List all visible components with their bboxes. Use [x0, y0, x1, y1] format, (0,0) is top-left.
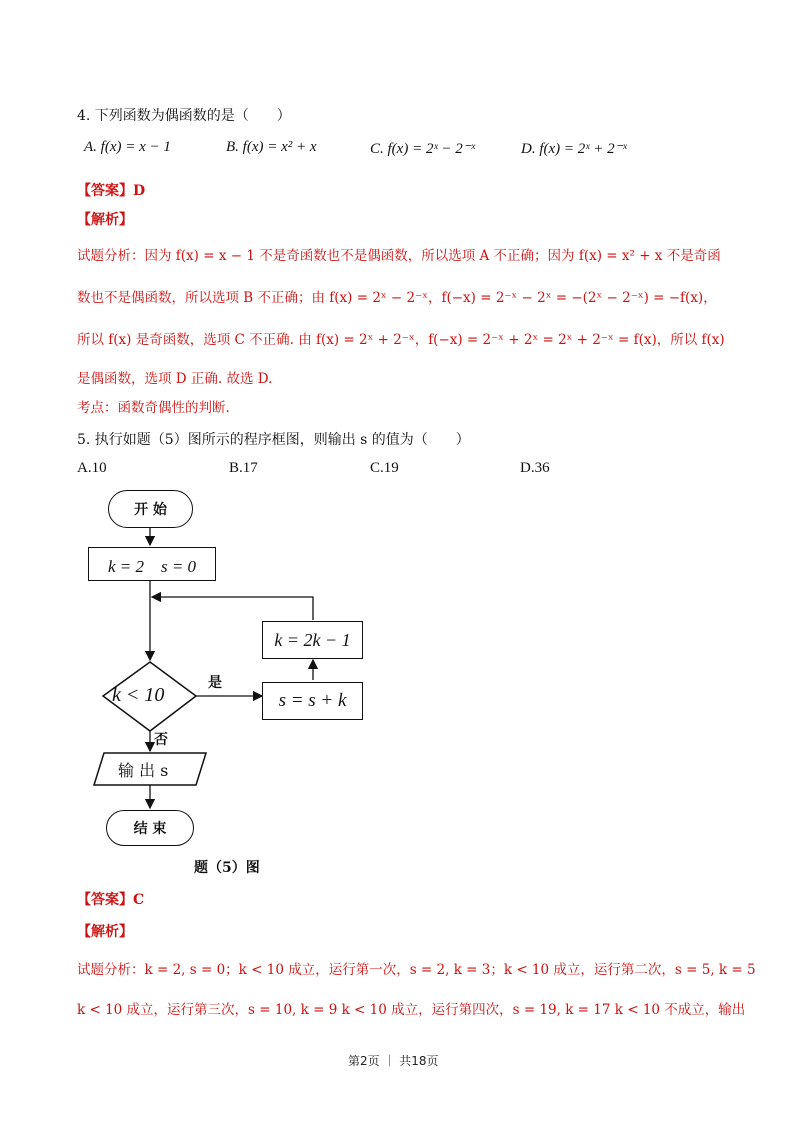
q5-answer: 【答案】C: [77, 892, 145, 908]
flowchart-output-text: 输 出 s: [118, 761, 169, 780]
q4-option-c: C. f(x) = 2ˣ − 2⁻ˣ: [370, 141, 475, 157]
q4-analysis-line-1: 试题分析：因为 f(x) = x − 1 不是奇函数也不是偶函数，所以选项 A 不正确；因为 f(x) = x² + x 不是奇函: [77, 248, 721, 264]
q4-answer: 【答案】D: [77, 183, 146, 199]
flowchart-no-label: 否: [154, 732, 168, 748]
flowchart-yes-label: 是: [208, 675, 222, 691]
q5-analysis-heading: 【解析】: [77, 924, 133, 940]
q5-analysis-line-1: 试题分析：k = 2, s = 0；k < 10 成立，运行第一次，s = 2, k = 3；k < 10 成立，运行第二次，s = 5, k = 5: [77, 962, 756, 978]
q4-option-d: D. f(x) = 2ˣ + 2⁻ˣ: [521, 141, 627, 157]
flowchart-condition-text: k < 10: [112, 684, 165, 706]
q5-option-d: D.36: [520, 460, 550, 476]
q4-analysis-line-3: 所以 f(x) 是奇函数，选项 C 不正确. 由 f(x) = 2ˣ + 2⁻ˣ，f(−x) = 2⁻ˣ + 2ˣ = 2ˣ + 2⁻ˣ = f(x)，所以 f(x): [77, 332, 725, 348]
flowchart-init: k = 2 s = 0: [88, 547, 216, 581]
q4-option-a: A. f(x) = x − 1: [84, 139, 171, 155]
q4-analysis-line-2: 数也不是偶函数，所以选项 B 不正确；由 f(x) = 2ˣ − 2⁻ˣ，f(−x) = 2⁻ˣ − 2ˣ = −(2ˣ − 2⁻ˣ) = −f(x)，: [77, 290, 717, 306]
flowchart-start: 开 始: [108, 490, 193, 528]
page-footer: 第2页 ｜ 共18页: [348, 1054, 439, 1068]
flowchart-update-k: k = 2k − 1: [262, 621, 363, 659]
q5-analysis-line-2: k < 10 成立，运行第三次，s = 10, k = 9 k < 10 成立，运行第四次，s = 19, k = 17 k < 10 不成立，输出: [77, 1002, 746, 1018]
q5-option-a: A.10: [77, 460, 107, 476]
q5-option-b: B.17: [229, 460, 258, 476]
q4-analysis-heading: 【解析】: [77, 212, 133, 228]
q4-stem: 4. 下列函数为偶函数的是（ ）: [77, 108, 291, 124]
flowchart-end: 结 束: [106, 810, 194, 846]
q4-analysis-line-4: 是偶函数，选项 D 正确. 故选 D.: [77, 371, 273, 387]
q5-stem: 5. 执行如题（5）图所示的程序框图，则输出 s 的值为（ ）: [77, 432, 470, 448]
flowchart-caption: 题（5）图: [194, 860, 260, 876]
q5-option-c: C.19: [370, 460, 399, 476]
q4-option-b: B. f(x) = x² + x: [226, 139, 317, 155]
flowchart-update-s: s = s + k: [262, 682, 363, 720]
q4-knowledge-point: 考点：函数奇偶性的判断.: [77, 400, 230, 416]
